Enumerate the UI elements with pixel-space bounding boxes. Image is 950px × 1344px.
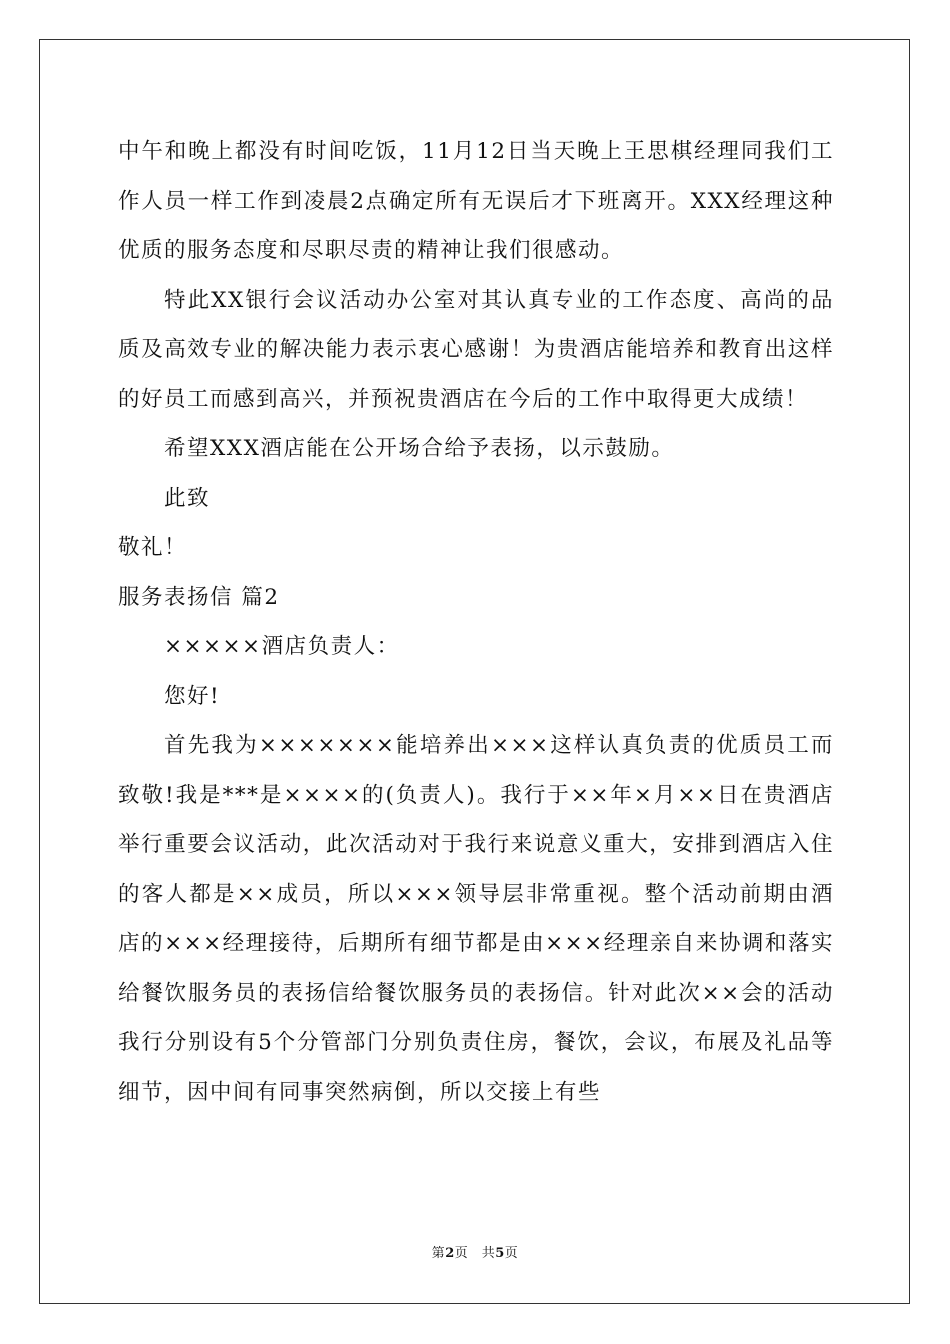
page-total: 5	[495, 1246, 505, 1261]
page-mid: 页 共	[454, 1246, 496, 1261]
page-current: 2	[445, 1246, 455, 1261]
paragraph-1: 中午和晚上都没有时间吃饭，11月12日当天晚上王思棋经理同我们工作人员一样工作到凌晨2点确定所有无误后才下班离开。XXX经理这种优质的服务态度和尽职尽责的精神让我们很感动。	[118, 139, 834, 263]
paragraph-3: 希望XXX酒店能在公开场合给予表扬，以示鼓励。	[164, 436, 675, 461]
page-suffix: 页	[504, 1246, 519, 1261]
document-body	[118, 127, 834, 1117]
section-heading: 服务表扬信 篇2	[118, 584, 280, 610]
page-prefix: 第	[431, 1246, 446, 1261]
letter-addressee: ×××××酒店负责人：	[164, 634, 400, 659]
page-footer	[0, 1246, 950, 1262]
letter-greeting: 您好!	[164, 683, 221, 709]
closing-salutation: 此致	[164, 485, 211, 511]
closing-regards: 敬礼！	[118, 535, 188, 560]
letter-body: 首先我为×××××××能培养出×××这样认真负责的优质员工而致敬!我是***是××××的(负责人)。我行于××年×月××日在贵酒店举行重要会议活动，此次活动对于我行来说意义重大，安排到酒店入住的客人都是××成员，所以×××领导层非常重视。整个活动前期由酒店的×××经理接待，后期所有细节都是由×××经理亲自来协调和落实给餐饮服务员的表扬信给餐饮服务员的表扬信。针对此次××会的活动我行分别设有5个分管部门分别负责住房，餐饮，会议，布展及礼品等细节，因中间有同事突然病倒，所以交接上有些	[118, 733, 834, 1105]
paragraph-2: 特此XX银行会议活动办公室对其认真专业的工作态度、高尚的品质及高效专业的解决能力表示衷心感谢！为贵酒店能培养和教育出这样的好员工而感到高兴，并预祝贵酒店在今后的工作中取得更大成绩！	[118, 287, 834, 412]
